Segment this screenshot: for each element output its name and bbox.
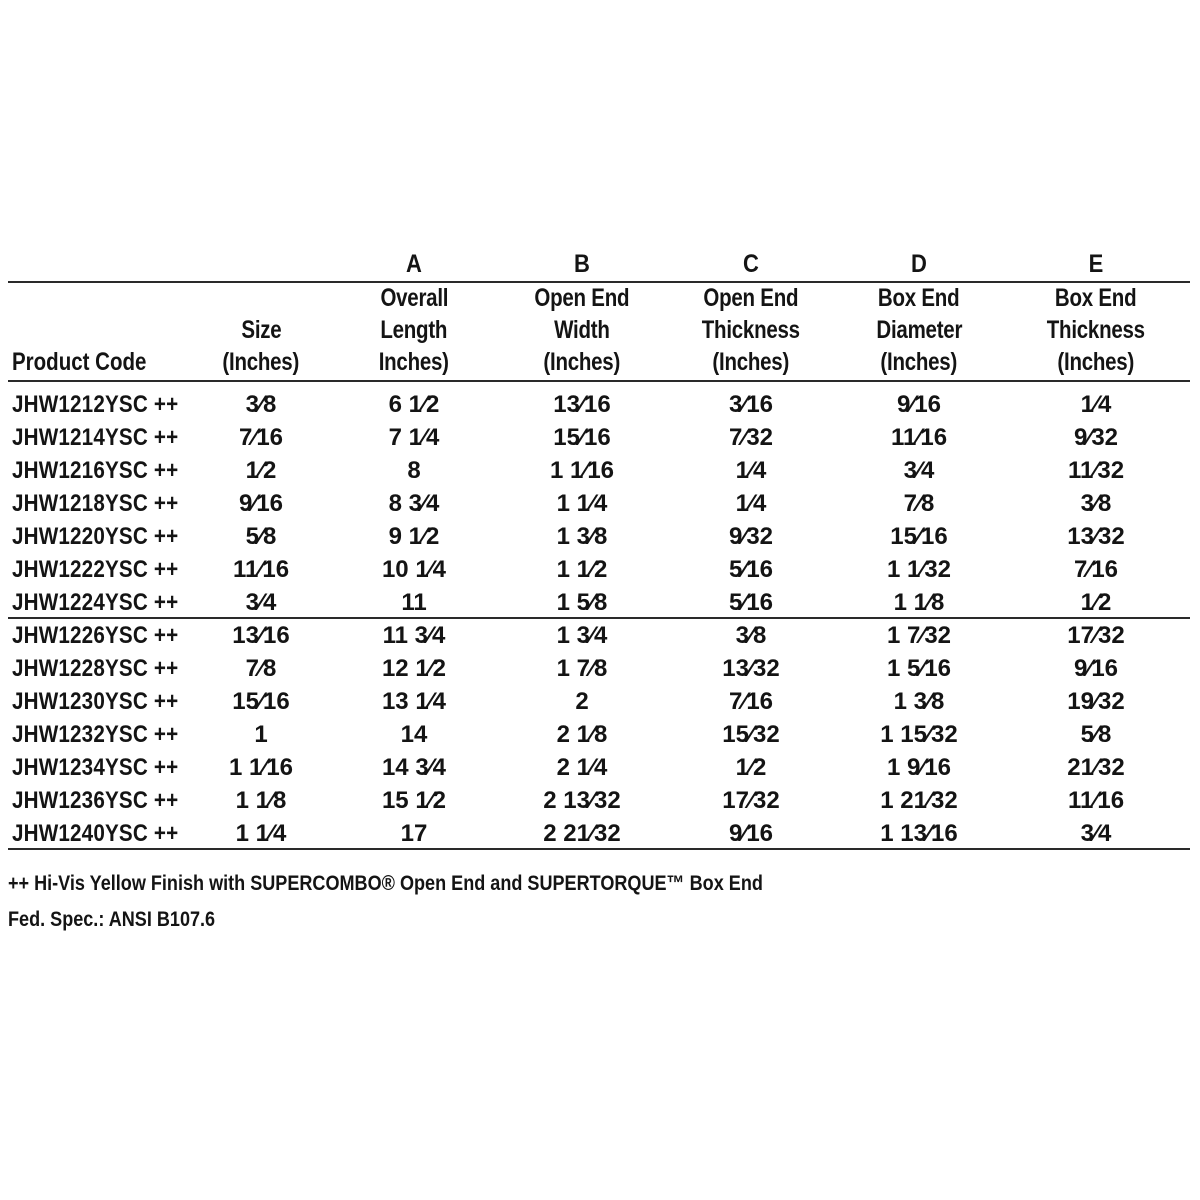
header-box-end-diameter-line-2: Diameter bbox=[876, 316, 962, 344]
open-end-width-cell: 15⁄16 bbox=[553, 424, 611, 451]
overall-length-cell: 6 1⁄2 bbox=[388, 391, 440, 418]
box-end-diameter-cell: 1 1⁄8 bbox=[893, 589, 945, 616]
group-divider-rule bbox=[8, 617, 1190, 619]
box-end-thickness-cell: 5⁄8 bbox=[1080, 721, 1112, 748]
box-end-thickness-cell: 1⁄2 bbox=[1080, 589, 1112, 616]
open-end-width-cell: 1 1⁄2 bbox=[556, 556, 608, 583]
header-open-end-thickness bbox=[666, 284, 836, 378]
open-end-thickness-cell: 17⁄32 bbox=[722, 787, 780, 814]
open-end-thickness-cell: 9⁄16 bbox=[728, 820, 774, 847]
size-cell: 1⁄2 bbox=[245, 457, 277, 484]
product-code-cell: JHW1212YSC ++ bbox=[12, 391, 179, 418]
header-box-end-thickness-line-3: (Inches) bbox=[1057, 348, 1135, 376]
box-end-thickness-cell: 21⁄32 bbox=[1067, 754, 1125, 781]
header-open-end-width-line-3: (Inches) bbox=[543, 348, 621, 376]
size-cell: 1 1⁄8 bbox=[235, 787, 287, 814]
table-row bbox=[0, 784, 1200, 817]
column-letter-row bbox=[0, 250, 1200, 282]
header-overall-length-line-3: Inches) bbox=[378, 348, 450, 376]
open-end-thickness-cell: 3⁄8 bbox=[735, 622, 767, 649]
open-end-thickness-cell: 13⁄32 bbox=[722, 655, 780, 682]
header-overall-length-line-2: Length bbox=[380, 316, 448, 344]
size-cell: 1 1⁄16 bbox=[228, 754, 294, 781]
size-cell: 1 bbox=[254, 721, 268, 748]
header-box-end-diameter bbox=[834, 284, 1004, 378]
product-code-cell: JHW1226YSC ++ bbox=[12, 622, 179, 649]
header-open-end-width bbox=[497, 284, 667, 378]
table-row bbox=[0, 520, 1200, 553]
open-end-thickness-cell: 1⁄2 bbox=[735, 754, 767, 781]
open-end-thickness-cell: 1⁄4 bbox=[735, 490, 767, 517]
size-cell: 15⁄16 bbox=[232, 688, 290, 715]
open-end-width-cell: 1 3⁄8 bbox=[556, 523, 608, 550]
overall-length-cell: 8 bbox=[407, 457, 421, 484]
header-open-end-thickness-line-3: (Inches) bbox=[712, 348, 790, 376]
column-letter-e: E bbox=[1088, 250, 1104, 278]
open-end-width-cell: 1 7⁄8 bbox=[556, 655, 608, 682]
box-end-thickness-cell: 17⁄32 bbox=[1067, 622, 1125, 649]
size-cell: 7⁄16 bbox=[238, 424, 284, 451]
open-end-thickness-cell: 7⁄16 bbox=[728, 688, 774, 715]
product-code-cell: JHW1214YSC ++ bbox=[12, 424, 179, 451]
header-size bbox=[176, 284, 346, 378]
size-cell: 11⁄16 bbox=[232, 556, 290, 583]
box-end-thickness-cell: 1⁄4 bbox=[1080, 391, 1112, 418]
column-letter-b: B bbox=[574, 250, 590, 278]
table-row bbox=[0, 586, 1200, 619]
overall-length-cell: 11 3⁄4 bbox=[382, 622, 446, 649]
table-row bbox=[0, 751, 1200, 784]
box-end-diameter-cell: 15⁄16 bbox=[890, 523, 948, 550]
product-code-cell: JHW1218YSC ++ bbox=[12, 490, 179, 517]
table-row bbox=[0, 388, 1200, 421]
product-code-cell: JHW1222YSC ++ bbox=[12, 556, 179, 583]
open-end-width-cell: 1 5⁄8 bbox=[556, 589, 608, 616]
header-box-end-diameter-line-3: (Inches) bbox=[880, 348, 958, 376]
table-row bbox=[0, 553, 1200, 586]
table-row bbox=[0, 685, 1200, 718]
header-size-line-2: (Inches) bbox=[222, 348, 300, 376]
product-code-cell: JHW1236YSC ++ bbox=[12, 787, 179, 814]
box-end-diameter-cell: 1 3⁄8 bbox=[893, 688, 945, 715]
header-box-end-thickness-line-2: Thickness bbox=[1046, 316, 1146, 344]
header-open-end-thickness-line-2: Thickness bbox=[701, 316, 801, 344]
header-open-end-width-line-2: Width bbox=[554, 316, 610, 344]
box-end-thickness-cell: 19⁄32 bbox=[1067, 688, 1125, 715]
overall-length-cell: 8 3⁄4 bbox=[388, 490, 440, 517]
open-end-width-cell: 2 21⁄32 bbox=[543, 820, 621, 847]
box-end-thickness-cell: 3⁄4 bbox=[1080, 820, 1112, 847]
product-code-cell: JHW1220YSC ++ bbox=[12, 523, 179, 550]
box-end-diameter-cell: 7⁄8 bbox=[903, 490, 935, 517]
open-end-thickness-cell: 3⁄16 bbox=[728, 391, 774, 418]
column-letter-d: D bbox=[911, 250, 927, 278]
table-row bbox=[0, 421, 1200, 454]
open-end-width-cell: 1 1⁄16 bbox=[549, 457, 615, 484]
box-end-diameter-cell: 1 1⁄32 bbox=[886, 556, 952, 583]
overall-length-cell: 9 1⁄2 bbox=[388, 523, 440, 550]
header-overall-length-line-1: Overall bbox=[380, 284, 448, 312]
column-letter-c: C bbox=[743, 250, 759, 278]
spec-footnote: Fed. Spec.: ANSI B107.6 bbox=[8, 908, 216, 931]
open-end-width-cell: 13⁄16 bbox=[553, 391, 611, 418]
header-box-end-diameter-line-1: Box End bbox=[878, 284, 960, 312]
table-row bbox=[0, 652, 1200, 685]
box-end-thickness-cell: 11⁄16 bbox=[1067, 787, 1125, 814]
overall-length-cell: 7 1⁄4 bbox=[388, 424, 440, 451]
header-product-code bbox=[12, 284, 176, 378]
box-end-thickness-cell: 3⁄8 bbox=[1080, 490, 1112, 517]
box-end-thickness-cell: 9⁄16 bbox=[1073, 655, 1119, 682]
box-end-thickness-cell: 9⁄32 bbox=[1073, 424, 1119, 451]
header-product-code-label: Product Code bbox=[12, 348, 147, 376]
size-cell: 13⁄16 bbox=[232, 622, 290, 649]
open-end-width-cell: 2 bbox=[575, 688, 589, 715]
box-end-diameter-cell: 1 21⁄32 bbox=[880, 787, 958, 814]
box-end-diameter-cell: 1 7⁄32 bbox=[886, 622, 952, 649]
box-end-diameter-cell: 11⁄16 bbox=[890, 424, 948, 451]
header-bottom-rule bbox=[8, 380, 1190, 382]
size-cell: 3⁄4 bbox=[245, 589, 277, 616]
overall-length-cell: 12 1⁄2 bbox=[381, 655, 447, 682]
box-end-diameter-cell: 3⁄4 bbox=[903, 457, 935, 484]
size-cell: 1 1⁄4 bbox=[235, 820, 287, 847]
table-bottom-rule bbox=[8, 848, 1190, 850]
box-end-thickness-cell: 13⁄32 bbox=[1067, 523, 1125, 550]
open-end-thickness-cell: 5⁄16 bbox=[728, 556, 774, 583]
header-overall-length bbox=[329, 284, 499, 378]
open-end-width-cell: 1 1⁄4 bbox=[556, 490, 608, 517]
box-end-diameter-cell: 1 9⁄16 bbox=[886, 754, 952, 781]
overall-length-cell: 13 1⁄4 bbox=[381, 688, 447, 715]
size-cell: 5⁄8 bbox=[245, 523, 277, 550]
product-code-cell: JHW1232YSC ++ bbox=[12, 721, 179, 748]
box-end-diameter-cell: 9⁄16 bbox=[896, 391, 942, 418]
finish-footnote: ++ Hi-Vis Yellow Finish with SUPERCOMBO® Open End and SUPERTORQUE™ Box End bbox=[8, 872, 763, 895]
header-open-end-thickness-line-1: Open End bbox=[703, 284, 799, 312]
header-open-end-width-line-1: Open End bbox=[534, 284, 630, 312]
overall-length-cell: 17 bbox=[400, 820, 428, 847]
table-row bbox=[0, 817, 1200, 850]
table-row bbox=[0, 454, 1200, 487]
box-end-diameter-cell: 1 5⁄16 bbox=[886, 655, 952, 682]
open-end-thickness-cell: 9⁄32 bbox=[728, 523, 774, 550]
box-end-diameter-cell: 1 15⁄32 bbox=[880, 721, 958, 748]
overall-length-cell: 11 bbox=[401, 589, 427, 616]
open-end-width-cell: 2 1⁄8 bbox=[556, 721, 608, 748]
box-end-diameter-cell: 1 13⁄16 bbox=[880, 820, 958, 847]
open-end-thickness-cell: 1⁄4 bbox=[735, 457, 767, 484]
product-code-cell: JHW1224YSC ++ bbox=[12, 589, 179, 616]
header-box-end-thickness bbox=[1011, 284, 1181, 378]
size-cell: 9⁄16 bbox=[238, 490, 284, 517]
header-size-line-1: Size bbox=[240, 316, 282, 344]
open-end-thickness-cell: 15⁄32 bbox=[722, 721, 780, 748]
product-code-cell: JHW1230YSC ++ bbox=[12, 688, 179, 715]
table-row bbox=[0, 487, 1200, 520]
box-end-thickness-cell: 11⁄32 bbox=[1067, 457, 1125, 484]
open-end-width-cell: 2 1⁄4 bbox=[556, 754, 608, 781]
table-row bbox=[0, 619, 1200, 652]
overall-length-cell: 14 3⁄4 bbox=[381, 754, 447, 781]
table-row bbox=[0, 718, 1200, 751]
open-end-thickness-cell: 7⁄32 bbox=[728, 424, 774, 451]
size-cell: 3⁄8 bbox=[245, 391, 277, 418]
column-letter-a: A bbox=[406, 250, 422, 278]
open-end-width-cell: 1 3⁄4 bbox=[556, 622, 608, 649]
overall-length-cell: 14 bbox=[400, 721, 428, 748]
open-end-thickness-cell: 5⁄16 bbox=[728, 589, 774, 616]
overall-length-cell: 10 1⁄4 bbox=[381, 556, 447, 583]
box-end-thickness-cell: 7⁄16 bbox=[1073, 556, 1119, 583]
overall-length-cell: 15 1⁄2 bbox=[381, 787, 447, 814]
product-code-cell: JHW1228YSC ++ bbox=[12, 655, 179, 682]
product-code-cell: JHW1216YSC ++ bbox=[12, 457, 179, 484]
header-box-end-thickness-line-1: Box End bbox=[1055, 284, 1137, 312]
size-cell: 7⁄8 bbox=[245, 655, 277, 682]
product-code-cell: JHW1240YSC ++ bbox=[12, 820, 179, 847]
open-end-width-cell: 2 13⁄32 bbox=[543, 787, 621, 814]
product-code-cell: JHW1234YSC ++ bbox=[12, 754, 179, 781]
